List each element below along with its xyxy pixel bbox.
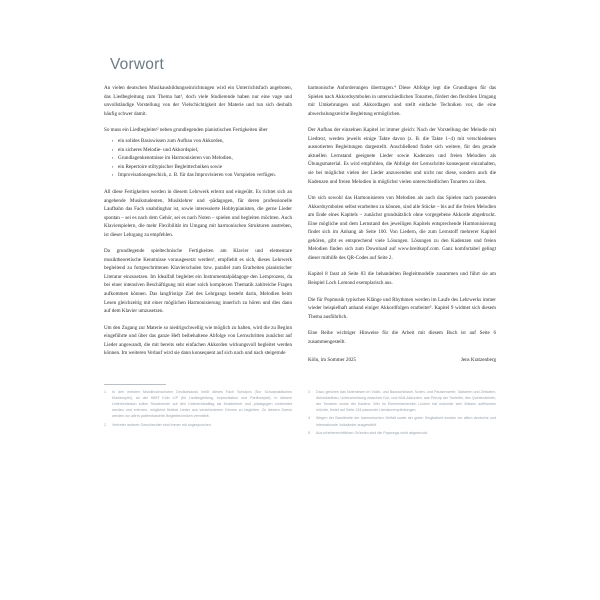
footnote-item <box>308 430 496 436</box>
footnote-text: Aus urheberrechtlichen Gründen sind die Popsongs nicht abgedruckt. <box>316 430 429 435</box>
footnote-item <box>104 389 292 419</box>
paragraph: So muss ein Liedbegleiter² neben grundlegenden pianistischen Fertigkeiten über <box>104 127 268 134</box>
signature-name: Jens Kratzenberg <box>460 357 496 364</box>
footnote-item <box>308 415 496 427</box>
paragraph: harmonische Anforderungen übertragen.⁴ Diese Abfolge legt die Grundlagen für das Spielen nach Akkordsymbolen in unterschiedlichen Tonarten, fördert den flexiblen Umgang mit Umkehrungen und Akkordlagen und stellt einfache Techniken vor, die eine abwechslungsreiche Begleitung ermöglichen. <box>308 85 496 117</box>
footnote-item <box>104 422 292 428</box>
paragraph: Der Aufbau der einzelnen Kapitel ist immer gleich: Nach der Vorstellung der Melodie mit Liedtext, werden jeweils einige Takte davon (z. B. die Takte 1–4) mit verschiedenen ausnotierten Begleitungen dargestellt. Anschließend findet sich weitere, für den gerade aktuellen Lernstand geeignete Lieder sowie Kadenzen und freien Melodien als Übungsmaterial. Es wird empfohlen, die Abfolge der Lernschritte konsequent einzuhalten, sie bei möglichst vielen der Lieder anzuwenden und nicht nur diese, sondern auch die Kadenzen und freien Melodien in möglichst vielen unterschiedlichen Tonarten zu üben. <box>308 127 496 185</box>
paragraph: Eine Reihe wichtiger Hinweise für die Arbeit mit diesem Buch ist auf Seite 6 zusammengestellt. <box>308 330 496 345</box>
footnote-text: In den meisten Musikhochschulen Deutschlands heißt dieses Fach Schulpra (Sur Schulpraktisches Klavierspiel), an der HfMT Köln LIP (für Liedbegleitung, Improvisation und Partiturspiel). In diesem Unterrichtsfach sollen Studierende auf den Unterrichtsalltag als Musiklehrer und -pädagogen vorbereitet werden und erlernen, möglichst flexibel Lieder aus verschiedenen Genres zu begleiten. Zu diesem Zweck werden vor allem patternbasierte Begleittechniken vermittelt. <box>112 389 292 419</box>
footnote-number: 2 <box>104 422 107 427</box>
footnote-separator-rule <box>104 384 166 385</box>
footnote-number: 3 <box>308 389 311 394</box>
list-item: ▪ ein sicheres Melodie- und Akkordspiel, <box>113 146 292 155</box>
footnotes-area <box>104 384 496 438</box>
paragraph: Da grundlegende spieltechnische Fertigkeiten am Klavier und elementare musiktheoretische Kenntnisse vorausgesetzt werden³, empfiehlt es sich, dieses Lehrwerk begleitend zu fortgeschrittenen Klavierschulen bzw. parallel zum Erarbeiten pianistischer Literatur einzusetzen. Im Idealfall begleitet ein Instrumentalpädagoge den Lernprozess, da bei einer intensiven Beschäftigung mit einer solch komplexen Thematik zahlreiche Fragen aufkommen können. Das langfristige Ziel des Lehrgangs besteht darin, Melodien beim Lesen gleichzeitig mit einer möglichen Harmonisierung innerlich zu hören und dies dann auf dem Klavier umzusetzen. <box>104 248 292 315</box>
page-title: Vorwort <box>110 56 164 73</box>
paragraph: Um sich sowohl das Harmonisieren von Melodien als auch das Spielen nach passenden Akkordsymbolen selbst erarbeiten zu können, sind alle Stücke – bis auf die freien Melodien am Ende eines Kapitels – zunächst grundsätzlich ohne vorgegebene Akkorde abgedruckt. Eine mögliche und dem Lernstand des jeweiligen Kapitels entsprechende Harmonisierung findet sich im Anhang ab Seite 100. Von Liedern, die zum Lernstoff mehrerer Kapitel gehören, gibt es entsprechend viele Lösungen. Lösungen zu den Kadenzen und freien Melodien finden sich zum Download auf www.breitkopf.com. Ganz komfortabel gelingt dieser mithilfe des QR-Codes auf Seite 2. <box>308 195 496 261</box>
right-column <box>308 84 496 365</box>
two-column-body <box>104 84 496 366</box>
footnote-number: 5 <box>308 430 311 435</box>
list-item: ▪ ein solides Basiswissen zum Aufbau von Akkorden, <box>113 137 292 146</box>
paragraph: Kapitel 8 fasst ab Seite 83 die behandelten Begleitmodelle zusammen und führt sie am Beispiel Loch Lomond exemplarisch aus. <box>308 271 496 286</box>
footnotes-right-column <box>308 384 496 438</box>
signature-block <box>308 356 496 365</box>
footnote-text: Wegen der Bandbreite der harmonischen Vielfalt sowie der guten Singbarkeit wurden vor allem deutsche und internationale Volkslieder ausgewählt. <box>316 416 496 427</box>
left-column <box>104 84 292 366</box>
list-item: ▪ Grundlagenkenntnisse im Harmonisieren von Melodien, <box>113 154 292 163</box>
footnote-number: 4 <box>308 416 311 421</box>
page-content <box>104 56 496 438</box>
footnote-text: Vertreter anderer Geschlechter sind immer mit angesprochen. <box>112 422 212 427</box>
paragraph: Die für Popmusik typischen Klänge und Rhythmen werden im Laufe des Lehrwerks immer wieder beispielhaft anhand einiger Akkordfolgen erarbeitet⁵. Kapitel 9 widmet sich diesem Thema ausführlich. <box>308 296 496 320</box>
footnote-number: 1 <box>104 389 107 394</box>
skills-bullet-list <box>104 137 292 180</box>
signature-place-date: Köln, im Sommer 2025 <box>308 357 357 364</box>
paragraph: An vielen deutschen Musikausbildungseinrichtungen wird ein Unterrichtsfach angeboten, das Liedbegleitung zum Thema hat¹, doch viele Studierende haben nur eine vage und unvollständige Vorstellung von der Vielschichtigkeit der Materie und tun sich deshalb häufig schwer damit. <box>104 85 292 117</box>
footnote-item <box>308 389 496 413</box>
footnote-separator-spacer <box>308 384 370 385</box>
paragraph: All diese Fertigkeiten werden in diesem Lehrwerk erlernt und eingeübt. Es richtet sich an angehende Musikstudenten, Musiklehrer und -pädagogen, für deren professionelle Laufbahn das Fach unabdingbar ist, sowie interessierte Hobbypianisten, die gerne Lieder spontan – sei es nach dem Gehör, sei es nach Noten – spielen und begleiten möchten. Auch Klavierspielern, die mehr Flexibilität im Umgang mit harmonischen Strukturen anstreben, ist dieser Lehrgang zu empfehlen. <box>104 189 292 238</box>
footnote-text: Dazu gehören das Notenlesen im Violin- und Bassschlüssel, Noten- und Pausenwerte, Taktarten und Zeitarten, Akkordaufbau, Unterscheidung zwischen Dur- und Moll-Akkorden, das Prinzip der Tonleiter, des Quintenzirkels, der Tonarten sowie der Kadenz. Wer im Elementarbereich Lücken hat und/oder sein Wissen auffrischen möchte, findet auf Seite 134 passende Literaturempfehlungen. <box>316 389 496 413</box>
list-item: ▪ Improvisationsgeschick, z. B. für das Improvisieren von Vorspielen verfügen. <box>113 171 292 180</box>
paragraph: Um den Zugang zur Materie so niedrigschwellig wie möglich zu halten, wird die zu Beginn eingeführte und über das ganze Heft beibehaltene Abfolge von Lernschritten zunächst auf Lieder angewandt, die mit bereits sehr einfachen Akkorden wirkungsvoll begleitet werden können. Im weiteren Verlauf wird sie dann konsequent auf sich nach und nach steigernde <box>104 324 292 357</box>
list-item: ▪ ein Repertoire stiltypischer Begleittechniken sowie <box>113 163 292 172</box>
footnotes-left-column <box>104 384 292 430</box>
